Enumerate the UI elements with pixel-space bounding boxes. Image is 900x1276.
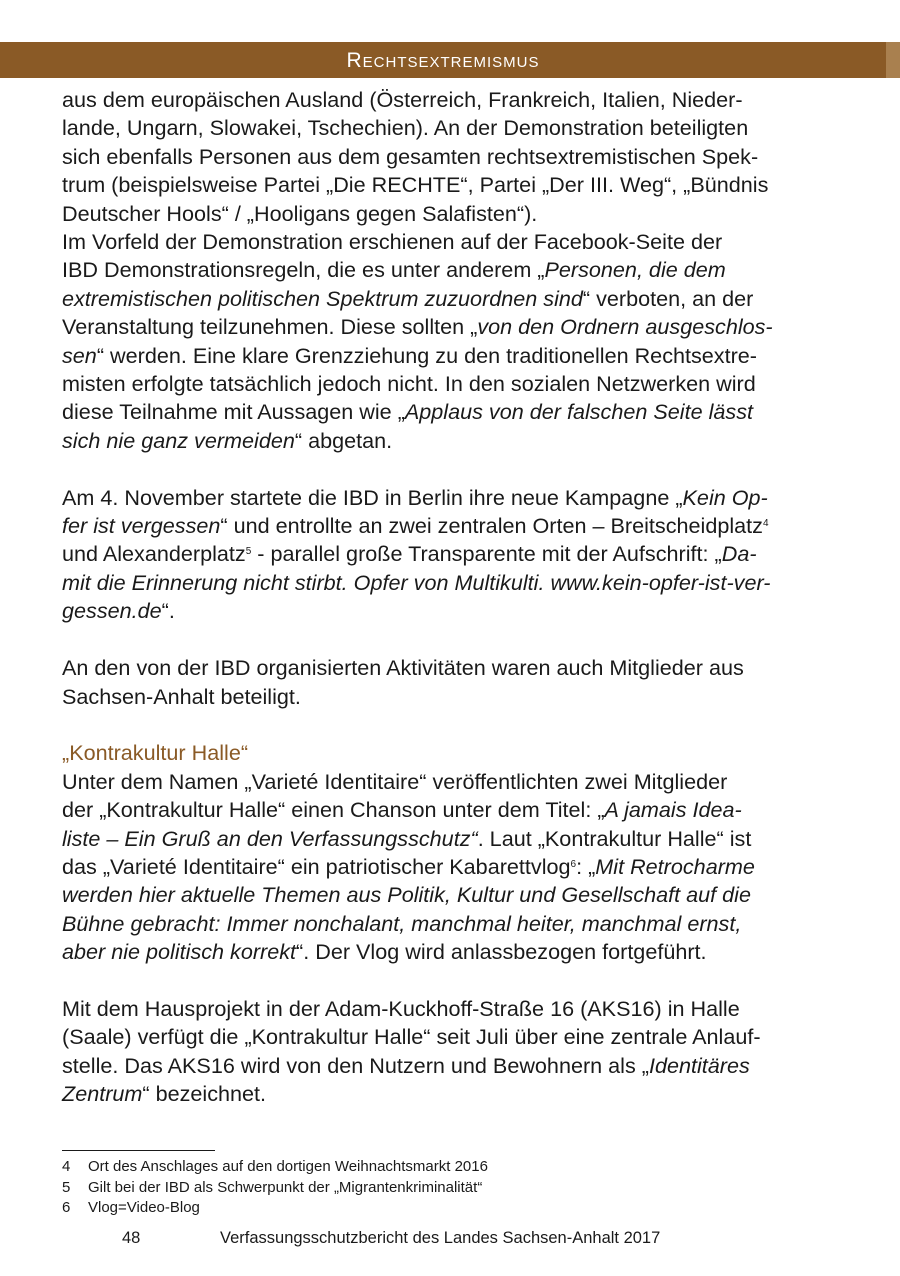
footnote-ref-5: 5 xyxy=(245,546,252,558)
paragraph-2: Im Vorfeld der Demonstration erschienen auf der Facebook-Seite der IBD Demonstrationsregeln, die es unter anderem „Personen, die dem extremistischen politischen Spektrum zuzuordnen sind“ verboten, an der Veranstaltung teilzunehmen. Diese sollten „von den Ordnern ausgeschlos- sen“ werden. Eine klare Grenzziehung zu den traditionellen Rechtsextre- misten erfolgte tatsächlich jedoch nicht. In den sozialen Netzwerken wird diese Teilnahme mit Aussagen wie „Applaus von der falschen Seite lässt sich nie ganz vermeiden“ abgetan. xyxy=(62,229,773,453)
report-title: Verfassungsschutzbericht des Landes Sachsen-Anhalt 2017 xyxy=(220,1229,661,1247)
paragraph-6: Mit dem Hausprojekt in der Adam-Kuckhoff-Straße 16 (AKS16) in Halle (Saale) verfügt die „Kontrakultur Halle“ seit Juli über eine zentrale Anlauf- stelle. Das AKS16 wird von den Nutzern und Bewohnern als „Identitäres Zentrum“ bezeichnet. xyxy=(62,995,761,1107)
paragraph-4: An den von der IBD organisierten Aktivitäten waren auch Mitglieder aus Sachsen-Anhalt beteiligt. xyxy=(62,655,744,709)
section-title: Rechtsextremismus xyxy=(346,49,540,72)
paragraph-1: aus dem europäischen Ausland (Österreich, Frankreich, Italien, Nieder- lande, Ungarn, Slowakei, Tschechien). An der Demonstration beteiligten sich ebenfalls Personen aus dem gesamten rechtsextremistischen Spek- trum (beispielsweise Partei „Die RECHTE“, Partei „Der III. Weg“, „Bündnis Deutscher Hools“ / „Hooligans gegen Salafisten“). xyxy=(62,87,769,226)
paragraph-3: Am 4. November startete die IBD in Berlin ihre neue Kampagne „Kein Op- fer ist vergessen“ und entrollte an zwei zentralen Orten – Breitscheidplatz$^4$ und Alexanderplatz$^5$ - parallel große Transparente mit der Aufschrift: „Da- mit die Erinnerung nicht stirbt. Opfer von Multikulti. www.kein-opfer-ist-ver- gessen.de“. xyxy=(62,484,771,624)
footnotes xyxy=(62,1157,488,1219)
subheading-kontrakultur: „Kontrakultur Halle“ xyxy=(62,740,249,766)
footnote-6: 6 Vlog=Video-Blog xyxy=(62,1199,200,1216)
footnote-4: 4 Ort des Anschlages auf den dortigen Weihnachtsmarkt 2016 xyxy=(62,1158,488,1175)
footnote-ref-6: 6 xyxy=(570,858,577,870)
footnote-divider xyxy=(62,1150,215,1151)
paragraph-5: Unter dem Namen „Varieté Identitaire“ veröffentlichten zwei Mitglieder der „Kontrakultur Halle“ einen Chanson unter dem Titel: „A jamais Idea- liste – Ein Gruß an den Verfassungsschutz“. Laut „Kontrakultur Halle“ ist das „Varieté Identitaire“ ein patriotischer Kabarettvlog$^6$: „Mit Retrocharme werden hier aktuelle Themen aus Politik, Kultur und Gesellschaft auf die Bühne gebracht: Immer nonchalant, manchmal heiter, manchmal ernst, aber nie politisch korrekt“. Der Vlog wird anlassbezogen fortgeführt. xyxy=(62,768,755,965)
header-bar-edge xyxy=(886,42,900,78)
section-header-bar xyxy=(0,42,886,78)
page-number: 48 xyxy=(122,1229,141,1247)
footnote-5: 5 Gilt bei der IBD als Schwerpunkt der „Migrantenkriminalität“ xyxy=(62,1178,483,1196)
main-text xyxy=(62,86,842,1109)
footnote-ref-4: 4 xyxy=(762,518,769,530)
